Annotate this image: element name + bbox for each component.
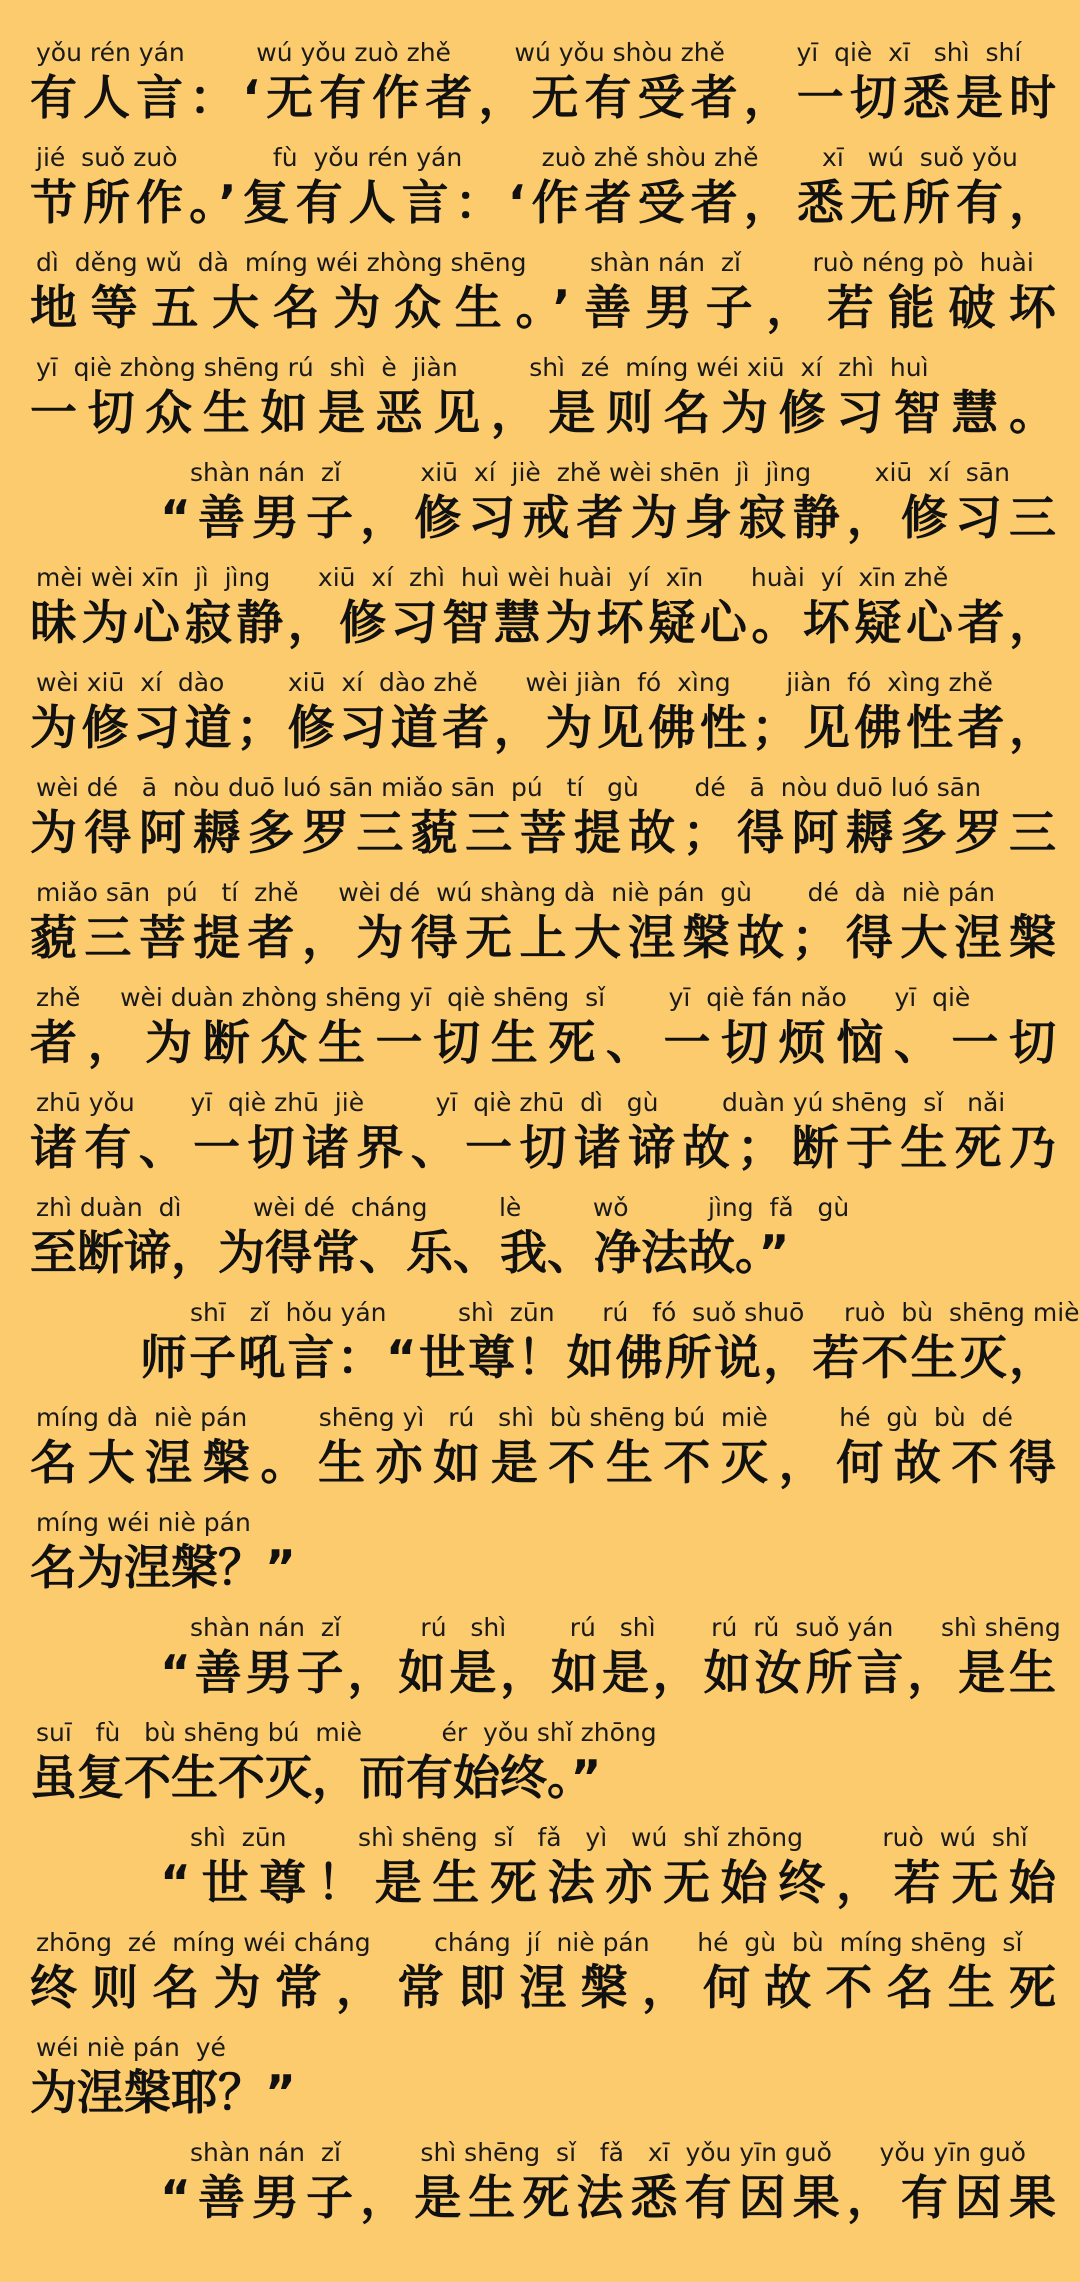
hanzi-line: “善男子，是生死法悉有因果，有因果 <box>160 2171 1056 2226</box>
hanzi-line: 为得阿耨多罗三藐三菩提故；得阿耨多罗三 <box>30 806 1056 861</box>
hanzi-line: 一切众生如是恶见，是则名为修习智慧。 <box>30 386 1056 441</box>
text-line <box>0 1716 1080 1820</box>
text-line <box>0 876 1080 980</box>
hanzi-line: “世尊！是生死法亦无始终，若无始 <box>160 1856 1056 1911</box>
pinyin-line: suī fù bù shēng bú miè ér yǒu shǐ zhōng <box>36 1718 657 1747</box>
pinyin-line: wèi xiū xí dào xiū xí dào zhě wèi jiàn fó xìng jiàn fó xìng zhě <box>36 668 993 697</box>
text-line <box>0 2136 1080 2240</box>
text-line <box>0 1191 1080 1295</box>
pinyin-line: míng dà niè pán shēng yì rú shì bù shēng bú miè hé gù bù dé <box>36 1403 1013 1432</box>
hanzi-line: 终则名为常，常即涅槃，何故不名生死 <box>30 1961 1056 2016</box>
hanzi-line: 名大涅槃。生亦如是不生不灭，何故不得 <box>30 1436 1056 1491</box>
text-line <box>0 1926 1080 2030</box>
hanzi-line: 节所作。’复有人言：‘作者受者，悉无所有， <box>30 176 1056 231</box>
text-line <box>0 456 1080 560</box>
pinyin-line: zhū yǒu yī qiè zhū jiè yī qiè zhū dì gù duàn yú shēng sǐ nǎi <box>36 1088 1006 1117</box>
pinyin-line: shàn nán zǐ xiū xí jiè zhě wèi shēn jì jìng xiū xí sān <box>190 458 1010 487</box>
hanzi-line: 为修习道；修习道者，为见佛性；见佛性者， <box>30 701 1056 756</box>
hanzi-line: 诸有、一切诸界、一切诸谛故；断于生死乃 <box>30 1121 1056 1176</box>
pinyin-line: shī zǐ hǒu yán shì zūn rú fó suǒ shuō ruò bù shēng miè <box>190 1298 1080 1327</box>
pinyin-line: zhì duàn dì wèi dé cháng lè wǒ jìng fǎ gù <box>36 1193 850 1222</box>
pinyin-line: jié suǒ zuò fù yǒu rén yán zuò zhě shòu zhě xī wú suǒ yǒu <box>36 143 1018 172</box>
text-line <box>0 1506 1080 1610</box>
pinyin-line: shì zūn shì shēng sǐ fǎ yì wú shǐ zhōng ruò wú shǐ <box>190 1823 1028 1852</box>
pinyin-line: wéi niè pán yé <box>36 2033 226 2062</box>
hanzi-line: 者，为断众生一切生死、一切烦恼、一切 <box>30 1016 1056 1071</box>
hanzi-line: 藐三菩提者，为得无上大涅槃故；得大涅槃 <box>30 911 1056 966</box>
text-line <box>0 561 1080 665</box>
hanzi-line: 至断谛，为得常、乐、我、净法故。” <box>30 1226 790 1281</box>
text-line <box>0 141 1080 245</box>
text-line <box>0 666 1080 770</box>
hanzi-line: “善男子，修习戒者为身寂静，修习三 <box>160 491 1056 546</box>
pinyin-line: miǎo sān pú tí zhě wèi dé wú shàng dà niè pán gù dé dà niè pán <box>36 878 996 907</box>
pinyin-line: yī qiè zhòng shēng rú shì è jiàn shì zé míng wéi xiū xí zhì huì <box>36 353 929 382</box>
pinyin-line: míng wéi niè pán <box>36 1508 251 1537</box>
text-line <box>0 2031 1080 2135</box>
hanzi-line: 虽复不生不灭，而有始终。” <box>30 1751 602 1806</box>
text-line <box>0 1821 1080 1925</box>
pinyin-line: zhōng zé míng wéi cháng cháng jí niè pán hé gù bù míng shēng sǐ <box>36 1928 1023 1957</box>
text-line <box>0 1611 1080 1715</box>
hanzi-line: 昧为心寂静，修习智慧为坏疑心。坏疑心者， <box>30 596 1056 651</box>
pinyin-line: mèi wèi xīn jì jìng xiū xí zhì huì wèi huài yí xīn huài yí xīn zhě <box>36 563 949 592</box>
hanzi-line: “善男子，如是，如是，如汝所言，是生 <box>160 1646 1056 1701</box>
hanzi-line: 师子吼言：“世尊！如佛所说，若不生灭， <box>140 1331 1056 1386</box>
text-line <box>0 981 1080 1085</box>
text-line <box>0 771 1080 875</box>
pinyin-line: zhě wèi duàn zhòng shēng yī qiè shēng sǐ yī qiè fán nǎo yī qiè <box>36 983 971 1012</box>
hanzi-line: 为涅槃耶？” <box>30 2066 296 2121</box>
text-line <box>0 1401 1080 1505</box>
pinyin-line: dì děng wǔ dà míng wéi zhòng shēng shàn nán zǐ ruò néng pò huài <box>36 248 1034 277</box>
pinyin-line: yǒu rén yán wú yǒu zuò zhě wú yǒu shòu zhě yī qiè xī shì shí <box>36 38 1022 67</box>
text-line <box>0 1086 1080 1190</box>
text-line <box>0 246 1080 350</box>
pinyin-line: shàn nán zǐ shì shēng sǐ fǎ xī yǒu yīn guǒ yǒu yīn guǒ <box>190 2138 1026 2167</box>
hanzi-line: 地等五大名为众生。’善男子，若能破坏 <box>30 281 1056 336</box>
hanzi-line: 有人言：‘无有作者，无有受者，一切悉是时 <box>30 71 1056 126</box>
text-line <box>0 1296 1080 1400</box>
text-line <box>0 351 1080 455</box>
pinyin-line: shàn nán zǐ rú shì rú shì rú rǔ suǒ yán shì shēng <box>190 1613 1061 1642</box>
text-line <box>0 36 1080 140</box>
hanzi-line: 名为涅槃？” <box>30 1541 296 1596</box>
pinyin-line: wèi dé ā nòu duō luó sān miǎo sān pú tí gù dé ā nòu duō luó sān <box>36 773 981 802</box>
